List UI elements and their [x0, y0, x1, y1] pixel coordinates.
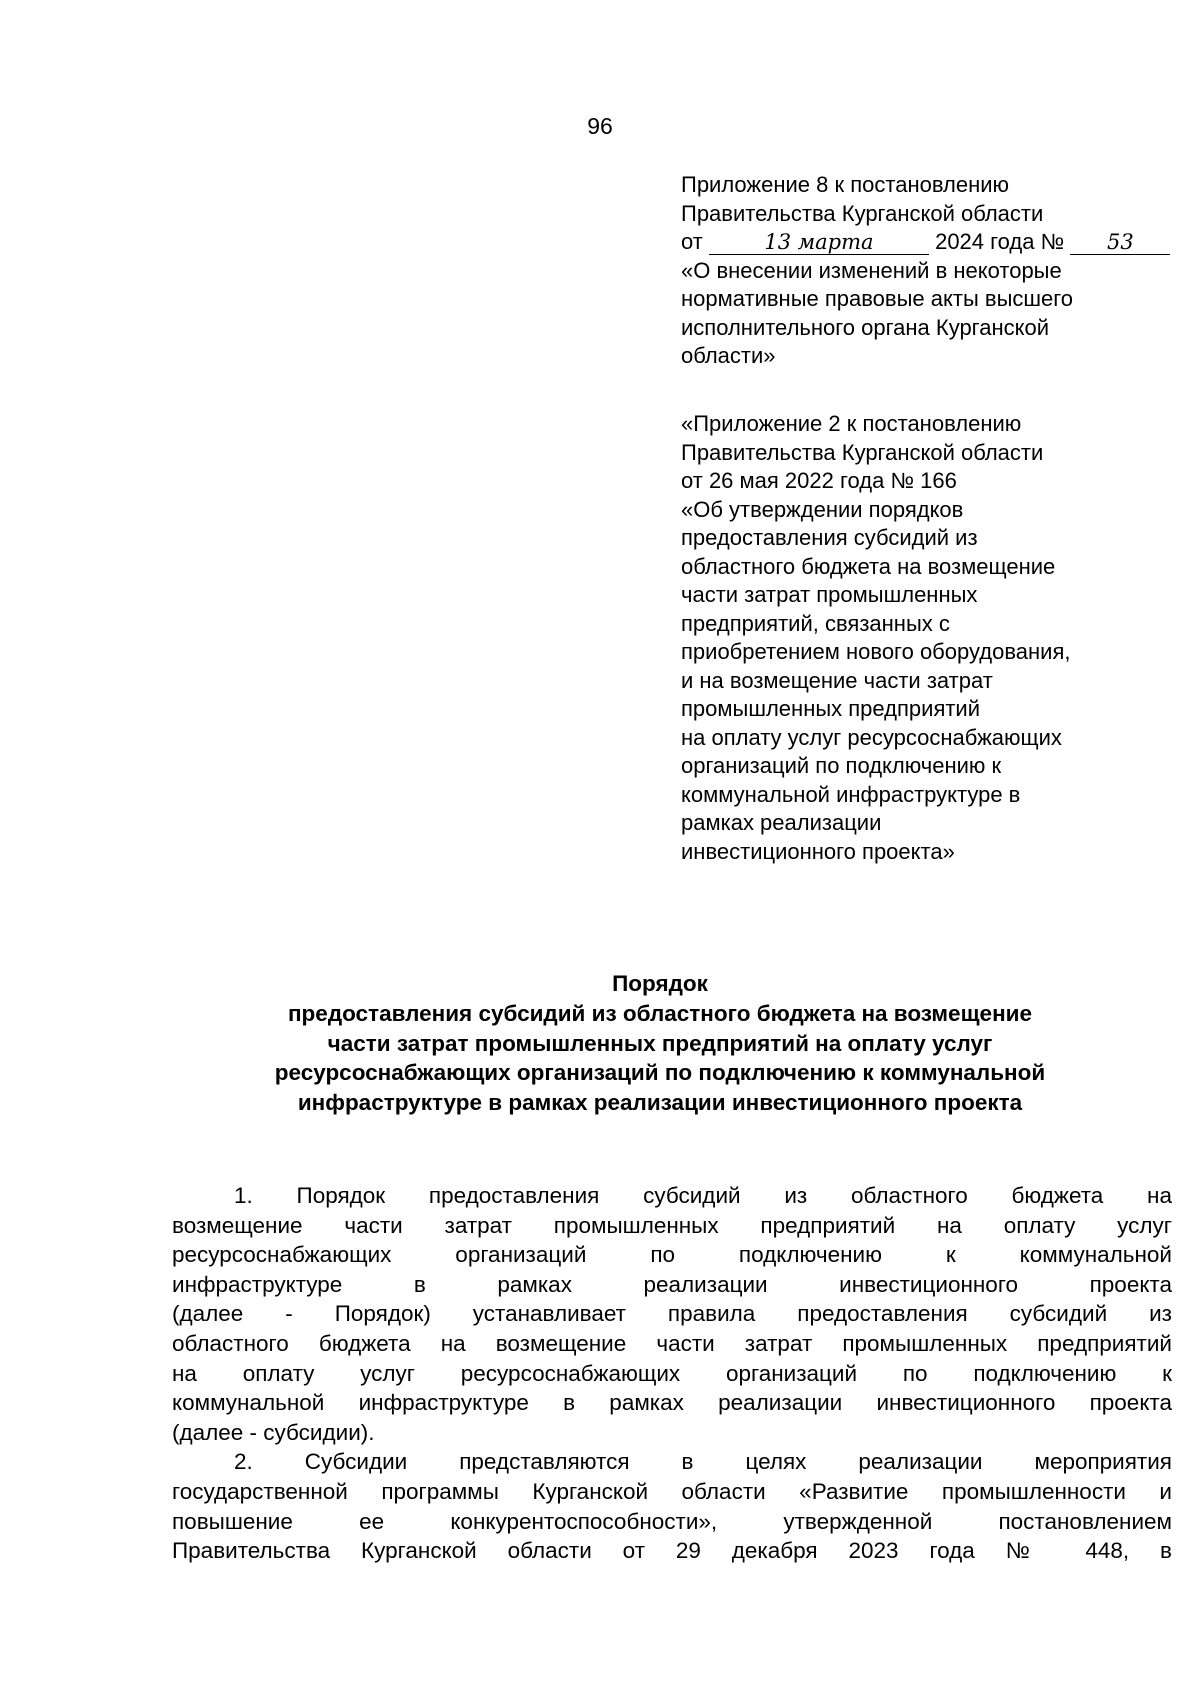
paragraph-line: 1. Порядок предоставления субсидий из областного бюджета на: [234, 1183, 1172, 1208]
paragraph-2: [172, 1447, 1172, 1565]
appendix-line: на оплату услуг ресурсоснабжающих: [681, 724, 1062, 750]
appendix-line: промышленных предприятий: [681, 696, 981, 721]
appendix-line: коммунальной инфраструктуре в: [681, 781, 1021, 807]
appendix-line: предоставления субсидий из: [681, 525, 978, 550]
paragraph-line: повышение ее конкурентоспособности», утвержденной постановлением: [172, 1508, 1172, 1534]
appendix-line: нормативные правовые акты высшего: [681, 286, 1074, 311]
paragraph-line: (далее - Порядок) устанавливает правила предоставления субсидий из: [172, 1301, 1172, 1327]
paragraph-line: областного бюджета на возмещение части затрат промышленных предприятий: [172, 1330, 1172, 1356]
paragraph-line: Правительства Курганской области от 29 декабря 2023 года № 448, в: [172, 1538, 1172, 1564]
year-part: 2024 года №: [935, 229, 1065, 254]
appendix-line: Правительства Курганской области: [681, 200, 1044, 226]
appendix-line: от 26 мая 2022 года № 166: [681, 468, 957, 493]
appendix-line: областного бюджета на возмещение: [681, 553, 1056, 579]
appendix-line: части затрат промышленных: [681, 582, 978, 607]
appendix-line: и на возмещение части затрат: [681, 667, 993, 693]
paragraph-1: [172, 1181, 1172, 1447]
title-heading: Порядок: [612, 971, 708, 996]
appendix-line: организаций по подключению к: [681, 753, 1002, 778]
from-prefix: от: [681, 229, 703, 254]
document-body: [172, 1181, 1172, 1566]
appendix-line: Правительства Курганской области: [681, 439, 1044, 465]
appendix-line: инвестиционного проекта»: [681, 838, 955, 864]
title-line: предоставления субсидий из областного бюджета на возмещение: [287, 1000, 1033, 1026]
paragraph-line: (далее - субсидии).: [172, 1419, 375, 1445]
paragraph-line: 2. Субсидии представляются в целях реализации мероприятия: [234, 1449, 1172, 1475]
appendix-line: «Об утверждении порядков: [681, 496, 964, 522]
appendix-line: «О внесении изменений в некоторые: [681, 257, 1062, 283]
paragraph-line: государственной программы Курганской области «Развитие промышленности и: [172, 1478, 1172, 1504]
appendix-line: области»: [681, 343, 776, 368]
page-number: 96: [587, 113, 613, 139]
appendix-line: приобретением нового оборудования,: [681, 639, 1071, 664]
title-line: части затрат промышленных предприятий на оплату услуг: [327, 1030, 993, 1056]
appendix-line: предприятий, связанных с: [681, 610, 950, 636]
appendix-line: исполнительного органа Курганской: [681, 314, 1050, 340]
appendix-line: рамках реализации: [681, 810, 882, 835]
appendix-line: «Приложение 2 к постановлению: [681, 411, 1022, 436]
appendix-original-block: [681, 410, 1181, 866]
paragraph-line: ресурсоснабжающих организаций по подключению к коммунальной: [172, 1242, 1172, 1268]
document-title: [140, 969, 1180, 1118]
appendix-line: Приложение 8 к постановлению: [681, 172, 1010, 197]
handwritten-number: 53: [1070, 230, 1170, 255]
paragraph-line: инфраструктуре в рамках реализации инвестиционного проекта: [172, 1271, 1172, 1297]
appendix-date-line: [681, 228, 1181, 257]
paragraph-line: коммунальной инфраструктуре в рамках реализации инвестиционного проекта: [172, 1390, 1172, 1416]
appendix-amendment-block: [681, 171, 1181, 371]
paragraph-line: на оплату услуг ресурсоснабжающих организаций по подключению к: [172, 1360, 1172, 1386]
paragraph-line: возмещение части затрат промышленных предприятий на оплату услуг: [172, 1212, 1172, 1238]
handwritten-date: 13 марта: [709, 230, 929, 255]
title-line: инфраструктуре в рамках реализации инвестиционного проекта: [297, 1090, 1023, 1116]
title-line: ресурсоснабжающих организаций по подключению к коммунальной: [274, 1060, 1046, 1086]
